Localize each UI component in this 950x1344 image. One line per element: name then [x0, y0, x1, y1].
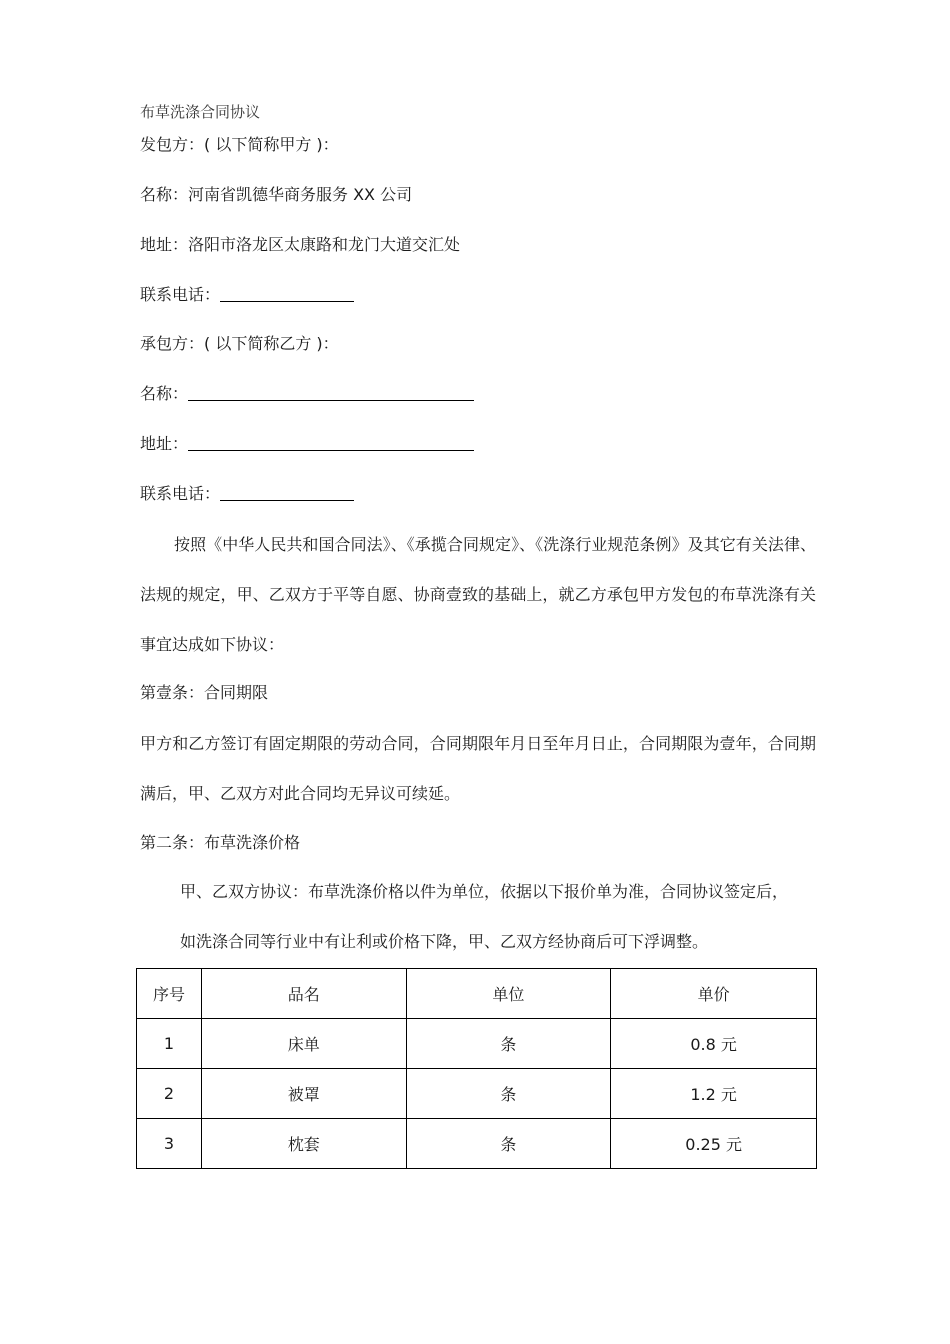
- party-b-phone-label: 联系电话：: [140, 484, 221, 503]
- party-a-name: 名称：河南省凯德华商务服务 XX 公司: [140, 185, 413, 204]
- intro-paragraph: [140, 520, 816, 670]
- cell-unit: 条: [406, 1119, 611, 1169]
- cell-index: 1: [137, 1019, 202, 1069]
- table-row: [137, 1069, 817, 1119]
- party-b-address-blank: [188, 434, 474, 451]
- cell-item: 枕套: [201, 1119, 406, 1169]
- party-b-phone: [140, 483, 354, 505]
- cell-index: 2: [137, 1069, 202, 1119]
- header-cell: 单位: [406, 969, 611, 1019]
- cell-price: 0.25 元: [611, 1119, 817, 1169]
- intro-text: 按照《中华人民共和国合同法》、《承揽合同规定》、《洗涤行业规范条例》及其它有关法律、法规的规定，甲、乙双方于平等自愿、协商壹致的基础上，就乙方承包甲方发包的布草洗涤有关事宜达成如下协议：: [140, 535, 816, 654]
- party-a-phone-label: 联系电话：: [140, 285, 221, 304]
- party-a-address: 地址：洛阳市洛龙区太康路和龙门大道交汇处: [140, 235, 461, 254]
- article2-line2: 如洗涤合同等行业中有让利或价格下降，甲、乙双方经协商后可下浮调整。: [180, 932, 709, 951]
- header-cell: 品名: [201, 969, 406, 1019]
- table-row: [137, 1119, 817, 1169]
- party-a-phone-blank: [220, 285, 354, 302]
- article2-title: 第二条：布草洗涤价格: [140, 833, 301, 852]
- cell-price: 1.2 元: [611, 1069, 817, 1119]
- party-b-header: 承包方：( 以下简称乙方 )：: [140, 334, 339, 353]
- party-b-address-label: 地址：: [140, 434, 189, 453]
- cell-item: 被罩: [201, 1069, 406, 1119]
- party-b-phone-blank: [220, 484, 354, 501]
- cell-item: 床单: [201, 1019, 406, 1069]
- header-cell: 单价: [611, 969, 817, 1019]
- party-b-name: [140, 383, 474, 405]
- header-cell: 序号: [137, 969, 202, 1019]
- cell-unit: 条: [406, 1069, 611, 1119]
- cell-unit: 条: [406, 1019, 611, 1069]
- cell-index: 3: [137, 1119, 202, 1169]
- party-a-phone: [140, 284, 354, 306]
- document-title: 布草洗涤合同协议: [140, 103, 261, 121]
- article1-title: 第壹条：合同期限: [140, 683, 269, 702]
- table-header-row: [137, 969, 817, 1019]
- party-b-address: [140, 433, 474, 455]
- table-row: [137, 1019, 817, 1069]
- cell-price: 0.8 元: [611, 1019, 817, 1069]
- article2-line1: 甲、乙双方协议：布草洗涤价格以件为单位，依据以下报价单为准，合同协议签定后，: [180, 882, 789, 901]
- article1-body: 甲方和乙方签订有固定期限的劳动合同，合同期限年月日至年月日止，合同期限为壹年，合同期满后，甲、乙双方对此合同均无异议可续延。: [140, 734, 816, 803]
- party-b-name-blank: [188, 384, 474, 401]
- party-b-name-label: 名称：: [140, 384, 189, 403]
- price-table: [136, 968, 817, 1169]
- party-a-header: 发包方：( 以下简称甲方 )：: [140, 135, 339, 154]
